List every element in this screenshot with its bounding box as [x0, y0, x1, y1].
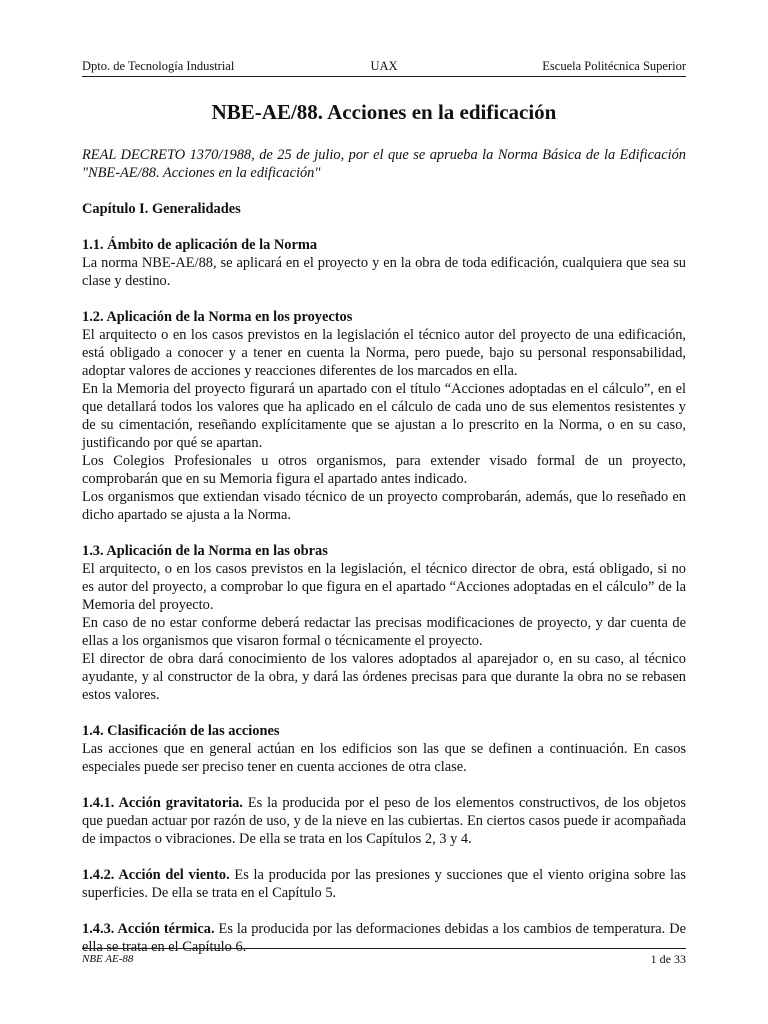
section-1-1-title: 1.1. Ámbito de aplicación de la Norma	[82, 237, 318, 253]
section-1-2-paragraph-4: Los organismos que extiendan visado técnico de un proyecto comprobarán, además, que lo reseñado en dicho apartado se ajusta a la Norma.	[82, 489, 686, 523]
section-1-1-paragraph: La norma NBE-AE/88, se aplicará en el proyecto y en la obra de toda edificación, cualquiera que sea su clase y destino.	[82, 255, 686, 289]
section-1-3-paragraph-3: El director de obra dará conocimiento de los valores adoptados al aparejador o, en su caso, al técnico ayudante, y al constructor de la obra, y dará las órdenes precisas para que durante la obra no se rebasen estos valores.	[82, 651, 686, 703]
document-page	[82, 0, 686, 1024]
section-1-2-title: 1.2. Aplicación de la Norma en los proyectos	[82, 309, 353, 325]
header-department: Dpto. de Tecnología Industrial	[82, 59, 235, 73]
section-1-4-2-lead: 1.4.2. Acción del viento.	[82, 867, 230, 883]
decree-paragraph: REAL DECRETO 1370/1988, de 25 de julio, por el que se aprueba la Norma Básica de la Edificación "NBE-AE/88. Acciones en la edificación"	[82, 147, 686, 181]
section-1-4-2-text: Es la producida por las presiones y succiones que el viento origina sobre las superficies. De ella se trata en el Capítulo 5.	[82, 867, 686, 901]
section-1-4-3-text: Es la producida por las deformaciones debidas a los cambios de temperatura. De ella se trata en el Capítulo 6.	[82, 921, 686, 955]
section-1-2-paragraph-2: En la Memoria del proyecto figurará un apartado con el título “Acciones adoptadas en el cálculo”, en el que detallará todos los valores que ha aplicado en el cálculo de cada uno de sus elementos resistentes y de su cimentación, reseñando explícitamente que se ajustan a lo prescrito en la Norma, o en su caso, justificando por qué se apartan.	[82, 381, 686, 451]
section-1-4-1-paragraph	[82, 794, 686, 848]
section-1-4-title: 1.4. Clasificación de las acciones	[82, 723, 280, 739]
chapter-heading: Capítulo I. Generalidades	[82, 201, 241, 217]
footer-document-code: NBE AE-88	[82, 953, 134, 965]
section-1-2-paragraph-3: Los Colegios Profesionales u otros organismos, para extender visado formal de un proyecto, comprobarán que en su Memoria figura el apartado antes indicado.	[82, 453, 686, 487]
section-1-4-paragraph: Las acciones que en general actúan en los edificios son las que se definen a continuación. En casos especiales puede ser preciso tener en cuenta acciones de otra clase.	[82, 741, 686, 775]
footer-page-number: 1 de 33	[650, 952, 686, 966]
section-1-4-1-text: Es la producida por el peso de los elementos constructivos, de los objetos que puedan actuar por razón de uso, y de la nieve en las cubiertas. En ciertos casos puede ir acompañada de impactos o vibraciones. De ella se trata en los Capítulos 2, 3 y 4.	[82, 795, 686, 847]
section-1-4-2-paragraph	[82, 866, 686, 902]
section-1-4-1-lead: 1.4.1. Acción gravitatoria.	[82, 795, 243, 811]
section-1-4-3-lead: 1.4.3. Acción térmica.	[82, 921, 215, 937]
section-1-3-paragraph-1: El arquitecto, o en los casos previstos en la legislación, el técnico director de obra, está obligado, si no es autor del proyecto, a comprobar lo que figura en el apartado “Acciones adoptadas en el cálculo” de la Memoria del proyecto.	[82, 561, 686, 613]
section-1-3-title: 1.3. Aplicación de la Norma en las obras	[82, 543, 328, 559]
document-title: NBE-AE/88. Acciones en la edificación	[211, 100, 557, 124]
section-1-3-paragraph-2: En caso de no estar conforme deberá redactar las precisas modificaciones de proyecto, y dar cuenta de ellas a los organismos que visaron formal o técnicamente el proyecto.	[82, 615, 686, 649]
page-footer	[82, 948, 686, 966]
page-header	[82, 58, 686, 77]
header-institution: UAX	[370, 59, 398, 73]
section-1-2-paragraph-1: El arquitecto o en los casos previstos en la legislación el técnico autor del proyecto de una edificación, está obligado a conocer y a tener en cuenta la Norma, pero puede, bajo su personal responsabilidad, adoptar valores de acciones y reacciones diferentes de los marcados en ella.	[82, 327, 686, 379]
header-school: Escuela Politécnica Superior	[542, 59, 686, 73]
document-body	[82, 146, 686, 956]
